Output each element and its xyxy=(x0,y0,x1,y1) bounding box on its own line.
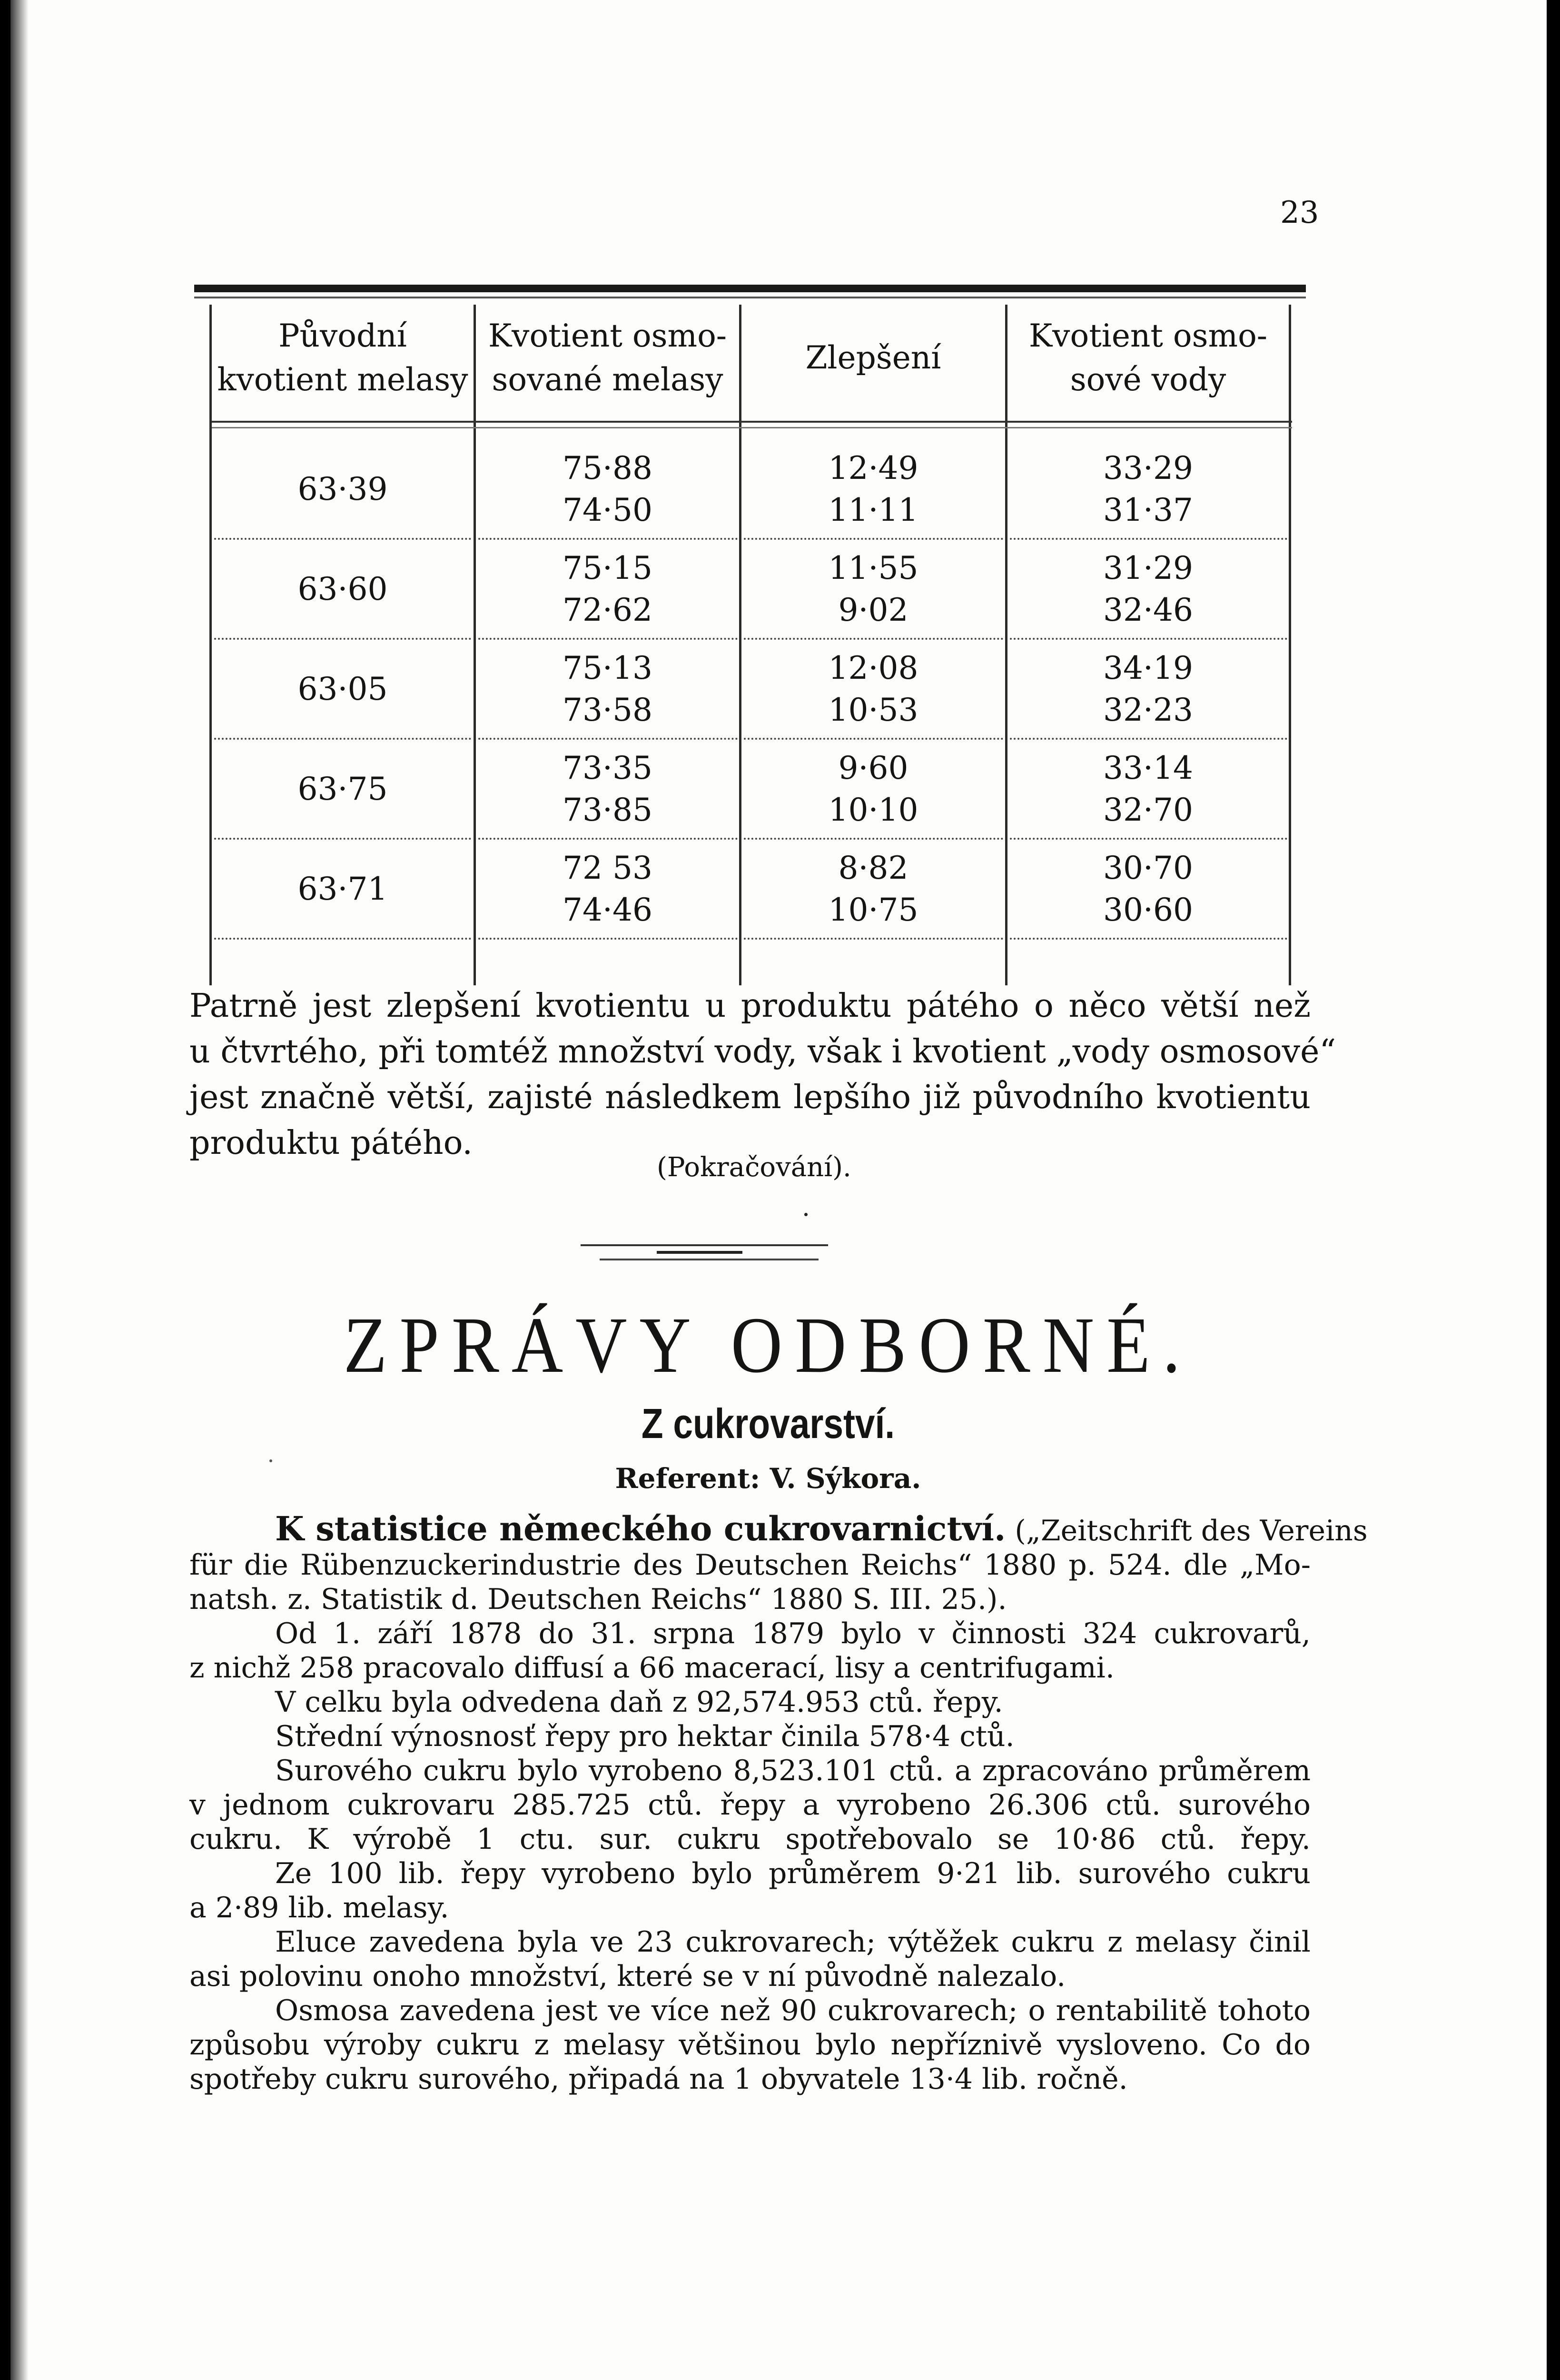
row-separator xyxy=(744,738,1003,740)
cell-puvodni: 63·05 xyxy=(297,671,388,707)
cell-osm: 75·88 xyxy=(563,450,652,486)
row-separator xyxy=(744,538,1003,540)
table-right-border xyxy=(1289,305,1291,985)
row-separator xyxy=(1010,938,1287,940)
row-separator xyxy=(1010,838,1287,840)
article-line: způsobu výroby cukru z melasy většinou bylo nepříznivě vysloveno. Co do xyxy=(189,2028,1311,2062)
cell-voda: 31·29 xyxy=(1103,550,1193,586)
cell-zlep: 12·08 xyxy=(828,650,918,686)
cell-voda: 30·60 xyxy=(1103,892,1193,928)
cell-zlep: 12·49 xyxy=(828,450,918,486)
cell-zlep: 11·11 xyxy=(828,492,918,528)
paragraph-line: Patrně jest zlepšení kvotientu u produktu pátého o něco větší než xyxy=(189,987,1311,1025)
cell-osm: 73·58 xyxy=(563,692,652,728)
cell-puvodni: 63·60 xyxy=(297,571,388,607)
article-line: („Zeitschrift des Vereins xyxy=(1015,1514,1368,1547)
row-separator xyxy=(744,638,1003,640)
cell-zlep: 10·75 xyxy=(828,892,918,928)
cell-voda: 30·70 xyxy=(1103,850,1193,886)
article-title: K statistice německého cukrovarnictví. xyxy=(275,1509,1006,1548)
cell-puvodni: 63·71 xyxy=(297,871,388,907)
row-separator xyxy=(478,838,738,840)
article-body xyxy=(189,1509,1368,2096)
separator-rule xyxy=(581,1244,828,1246)
article-line: Eluce zavedena byla ve 23 cukrovarech; výtěžek cukru z melasy činil xyxy=(275,1925,1311,1959)
article-line: a 2·89 lib. melasy. xyxy=(189,1891,449,1924)
row-separator xyxy=(744,838,1003,840)
article-line: natsh. z. Statistik d. Deutschen Reichs“ 1880 S. III. 25.). xyxy=(189,1583,1007,1616)
cell-zlep: 9·02 xyxy=(838,592,908,628)
top-rule xyxy=(194,285,1306,292)
cell-voda: 32·70 xyxy=(1103,792,1193,828)
paragraph xyxy=(189,983,1336,1166)
row-separator xyxy=(214,538,471,540)
article-line: V celku byla odvedena daň z 92,574.953 ctů. řepy. xyxy=(275,1686,1003,1719)
article-line: für die Rübenzuckerindustrie des Deutschen Reichs“ 1880 p. 524. dle „Mo- xyxy=(189,1548,1311,1582)
paragraph-line: jest značně větší, zajisté následkem lepšího již původního kvotientu xyxy=(189,1079,1311,1116)
page-number: 23 xyxy=(1280,195,1319,230)
paragraph-line: produktu pátého. xyxy=(189,1124,473,1162)
separator-rule xyxy=(600,1259,819,1260)
row-separator xyxy=(1010,738,1287,740)
cell-osm: 75·15 xyxy=(563,550,652,586)
cell-osm: 73·35 xyxy=(563,750,652,786)
page-edge-shadow xyxy=(10,0,29,2380)
cell-voda: 31·37 xyxy=(1103,492,1193,528)
cell-zlep: 8·82 xyxy=(838,850,908,886)
cell-osm: 72 53 xyxy=(563,850,652,886)
article-line: Ze 100 lib. řepy vyrobeno bylo průměrem 9·21 lib. surového cukru xyxy=(275,1857,1311,1890)
article-line: Osmosa zavedena jest ve více než 90 cukrovarech; o rentabilitě tohoto xyxy=(275,1994,1311,2027)
continuation-note: (Pokračování). xyxy=(657,1152,851,1183)
cell-puvodni: 63·75 xyxy=(297,771,388,807)
article-line: Surového cukru bylo vyrobeno 8,523.101 ctů. a zpracováno průměrem xyxy=(275,1754,1311,1787)
row-separator xyxy=(1010,638,1287,640)
article-line: v jednom cukrovaru 285.725 ctů. řepy a vyrobeno 26.306 ctů. surového xyxy=(189,1788,1311,1822)
header-kvotient-osmosovane: Kvotient osmo- sované melasy xyxy=(488,317,727,398)
cell-puvodni: 63·39 xyxy=(297,471,388,507)
row-separator xyxy=(478,938,738,940)
paragraph-line: u čtvrtého, při tomtéž množství vody, však i kvotient „vody osmosové“ xyxy=(189,1033,1336,1071)
article-line: asi polovinu onoho množství, které se v ní původně nalezalo. xyxy=(189,1960,1066,1993)
cell-osm: 74·46 xyxy=(563,892,652,928)
table-header-rule xyxy=(212,421,1292,423)
article-line: spotřeby cukru surového, připadá na 1 obyvatele 13·4 lib. ročně. xyxy=(189,2063,1128,2096)
cell-voda: 32·23 xyxy=(1103,692,1193,728)
cell-zlep: 11·55 xyxy=(828,550,918,586)
separator-rule-bold xyxy=(657,1251,742,1254)
row-separator xyxy=(478,638,738,640)
article-line: Od 1. září 1878 do 31. srpna 1879 bylo v činnosti 324 cukrovarů, xyxy=(275,1617,1311,1650)
article-line: cukru. K výrobě 1 ctu. sur. cukru spotřebovalo se 10·86 ctů. řepy. xyxy=(189,1823,1311,1856)
cell-voda: 33·29 xyxy=(1103,450,1193,486)
article-line: z nichž 258 pracovalo diffusí a 66 macerací, lisy a centrifugami. xyxy=(189,1651,1115,1685)
row-separator xyxy=(478,538,738,540)
row-separator xyxy=(214,738,471,740)
section-title: ZPRÁVY ODBORNÉ. xyxy=(343,1301,1193,1389)
referent: Referent: V. Sýkora. xyxy=(615,1462,921,1495)
row-separator xyxy=(478,738,738,740)
row-separator xyxy=(214,938,471,940)
row-separator xyxy=(214,838,471,840)
article-first-line xyxy=(189,1509,1368,1548)
top-rule-thin xyxy=(194,297,1306,298)
cell-voda: 32·46 xyxy=(1103,592,1193,628)
cell-zlep: 10·53 xyxy=(828,692,918,728)
header-kvotient-vody: Kvotient osmo- sové vody xyxy=(1028,317,1268,398)
cell-voda: 34·19 xyxy=(1103,650,1193,686)
cell-zlep: 9·60 xyxy=(838,750,908,786)
row-separator xyxy=(744,938,1003,940)
article-line: Střední výnosnosť řepy pro hektar činila 578·4 ctů. xyxy=(275,1720,1015,1753)
ornament-dot xyxy=(804,1213,808,1216)
header-puvodni: Původní kvotient melasy xyxy=(217,317,468,398)
cell-osm: 73·85 xyxy=(563,792,652,828)
row-separator xyxy=(1010,538,1287,540)
cell-osm: 72·62 xyxy=(563,592,652,628)
cell-voda: 33·14 xyxy=(1103,750,1193,786)
cell-osm: 74·50 xyxy=(563,492,652,528)
table-header-rule-thin xyxy=(212,427,1292,428)
subsection-title: Z cukrovarství. xyxy=(641,1400,895,1447)
header-zlepseni: Zlepšení xyxy=(805,339,941,376)
cell-osm: 75·13 xyxy=(563,650,652,686)
cell-zlep: 10·10 xyxy=(828,792,918,828)
row-separator xyxy=(214,638,471,640)
